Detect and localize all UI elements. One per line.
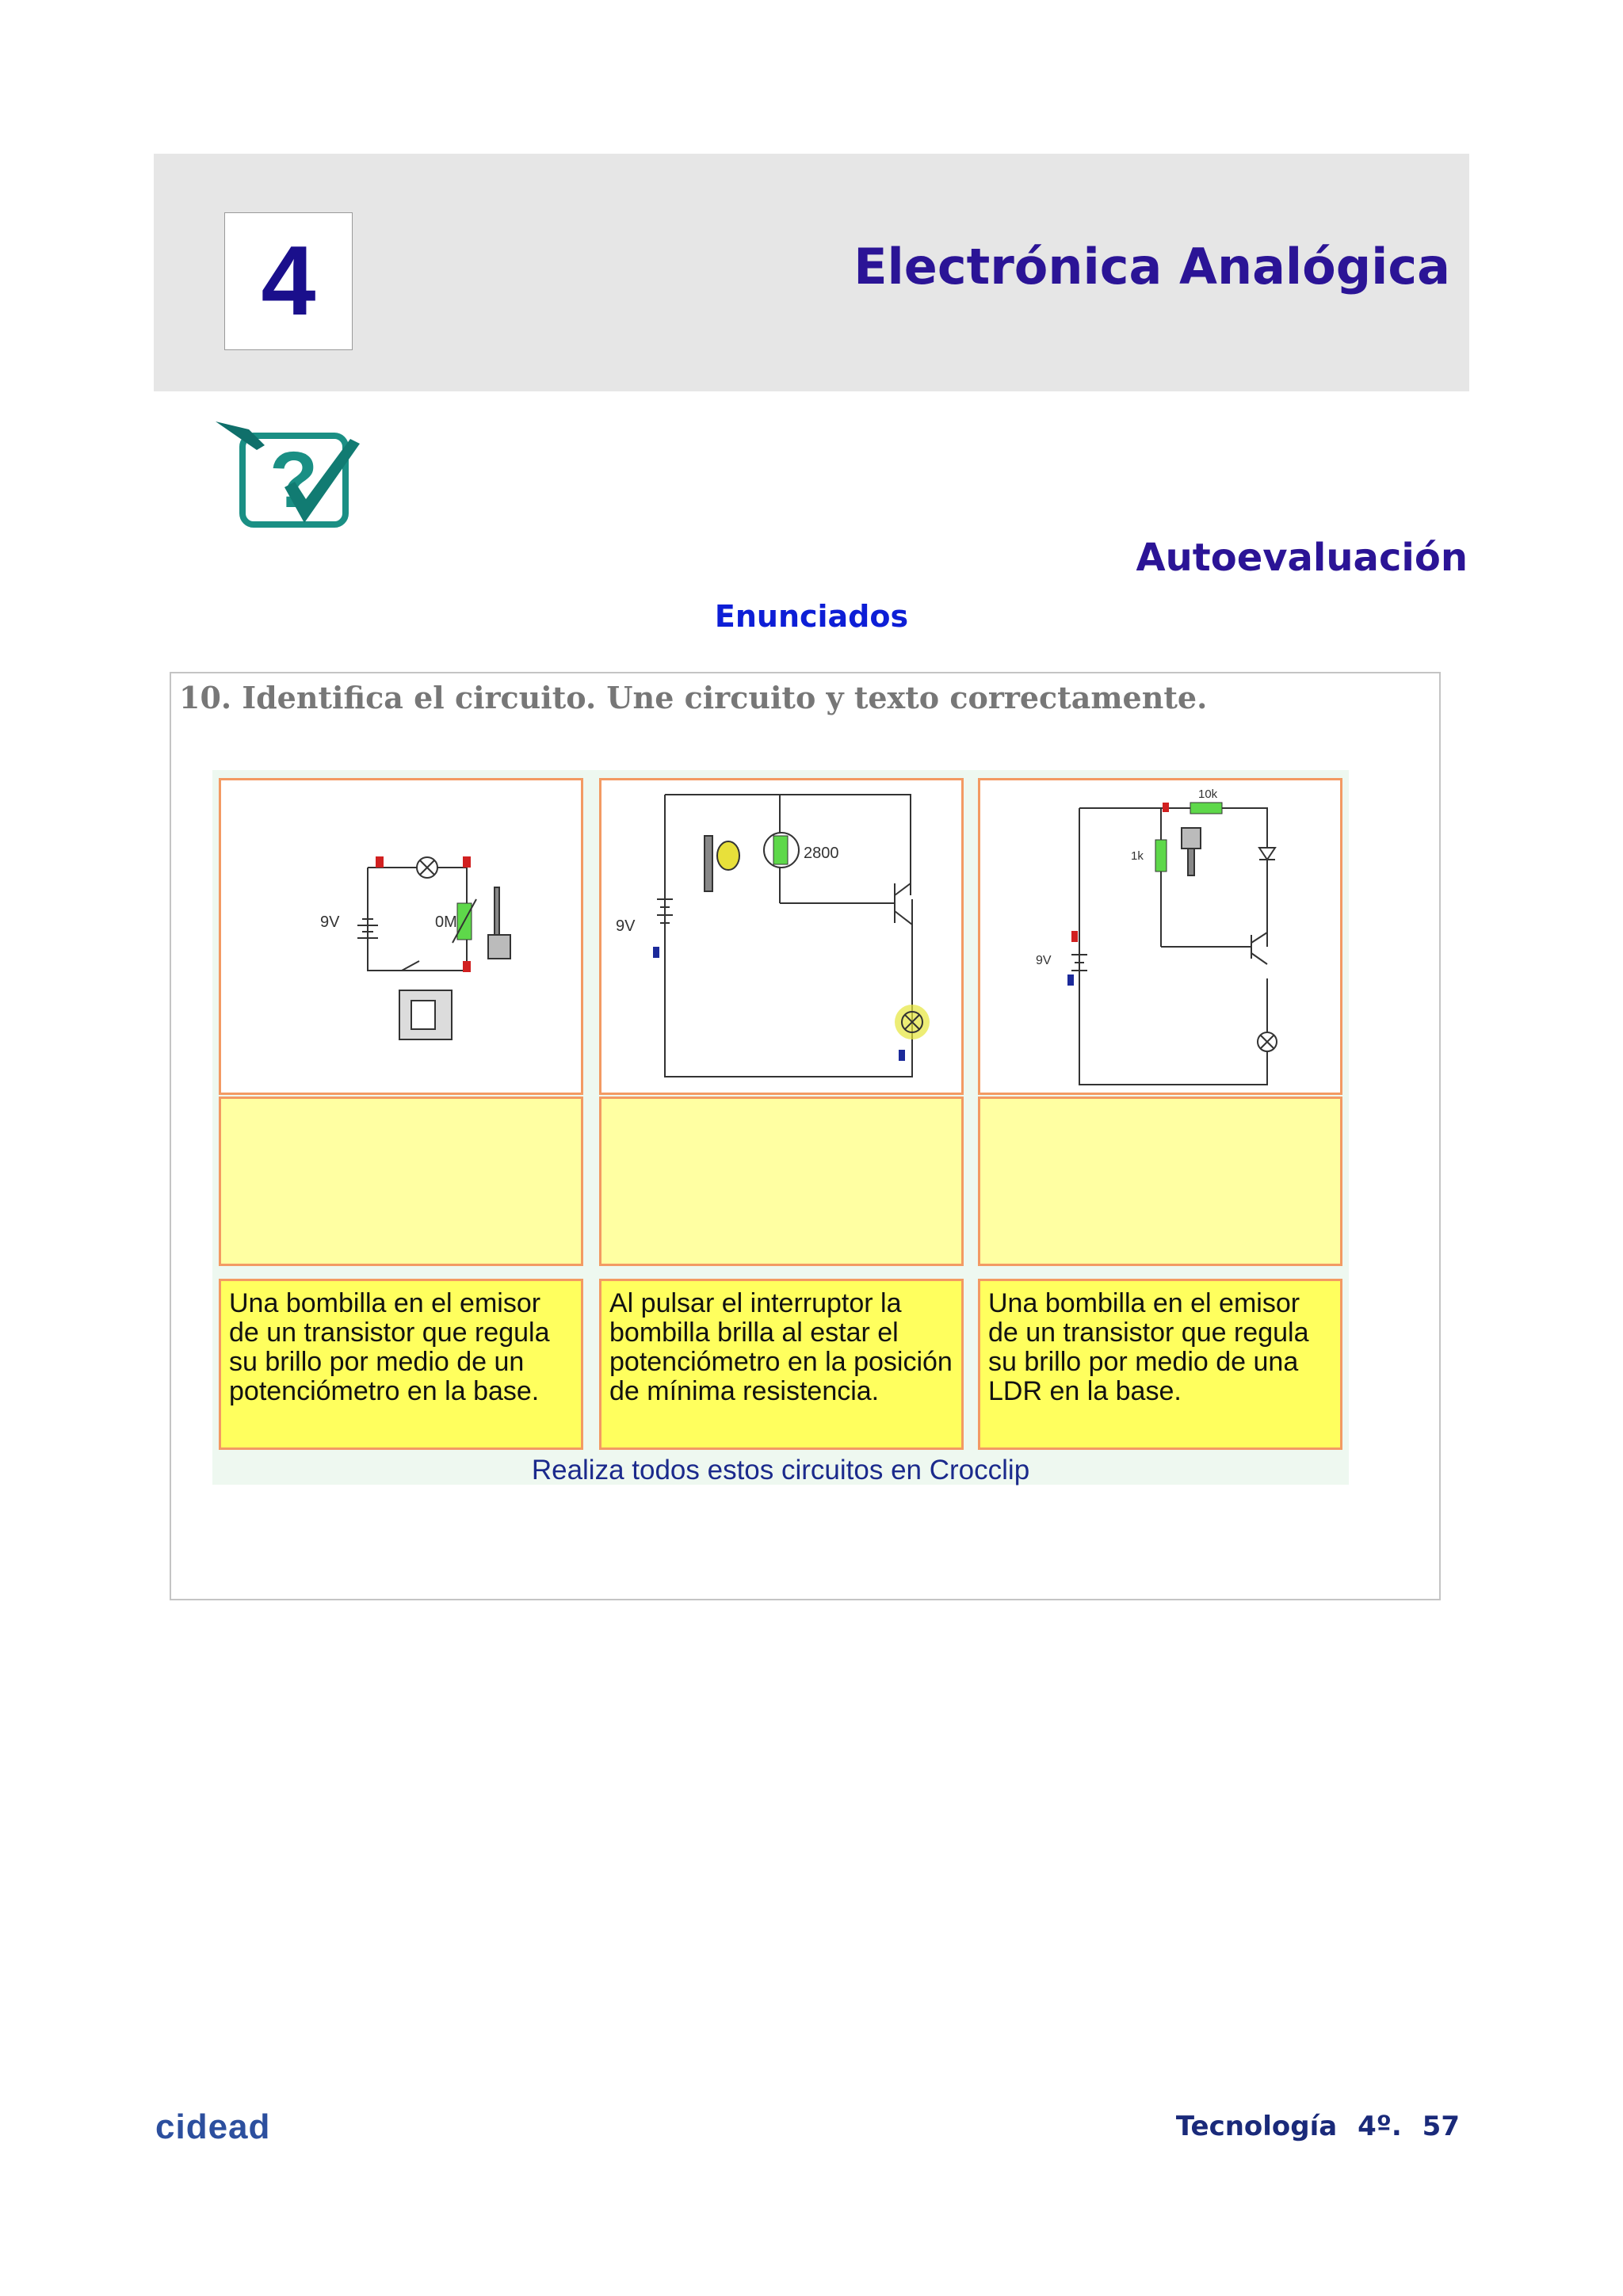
circuit-3-resistor-base-label: 1k [1131, 849, 1144, 863]
footer-subject: Tecnología [1175, 2111, 1338, 2142]
circuit-2-voltage-label: 9V [616, 917, 636, 935]
footer-grade: 4º. [1358, 2111, 1402, 2142]
drop-slot-1[interactable] [219, 1097, 583, 1266]
chapter-title: Electrónica Analógica [854, 238, 1450, 296]
text-card-3[interactable]: Una bombilla en el emisor de un transistor que regula su brillo por medio de una LDR en la base. [978, 1279, 1342, 1450]
cidead-logo: cidead [155, 2107, 271, 2146]
circuit-card-2[interactable] [599, 778, 964, 1095]
svg-text:?: ? [269, 436, 319, 524]
circuit-diagram-3 [980, 780, 1340, 1093]
crocclip-note: Realiza todos estos circuitos en Crocclip [531, 1455, 1030, 1486]
chapter-number: 4 [224, 212, 353, 350]
text-card-1[interactable]: Una bombilla en el emisor de un transistor que regula su brillo por medio de un potenciómetro en la base. [219, 1279, 583, 1450]
footer-page-info [1165, 2111, 1460, 2142]
section-title: Autoevaluación [1136, 536, 1468, 580]
circuit-1-voltage-label: 9V [320, 913, 340, 931]
page-number: 57 [1422, 2111, 1460, 2142]
text-card-2[interactable]: Al pulsar el interruptor la bombilla brilla al estar el potenciómetro en la posición de mínima resistencia. [599, 1279, 964, 1450]
circuit-card-1[interactable] [219, 778, 583, 1095]
self-assessment-icon [209, 412, 368, 531]
circuit-diagram-2 [601, 780, 961, 1093]
drop-slot-3[interactable] [978, 1097, 1342, 1266]
circuit-diagram-1 [221, 780, 581, 1093]
circuit-card-3[interactable] [978, 778, 1342, 1095]
circuit-3-resistor-top-label: 10k [1198, 788, 1218, 801]
circuit-2-ldr-label: 2800 [804, 845, 839, 862]
drop-slot-2[interactable] [599, 1097, 964, 1266]
exercise-statement: 10. Identifica el circuito. Une circuito y texto correctamente. [179, 680, 1208, 715]
circuit-3-voltage-label: 9V [1036, 954, 1052, 967]
subsection-title: Enunciados [714, 599, 909, 634]
circuit-1-resistance-label: 0M [435, 913, 457, 931]
